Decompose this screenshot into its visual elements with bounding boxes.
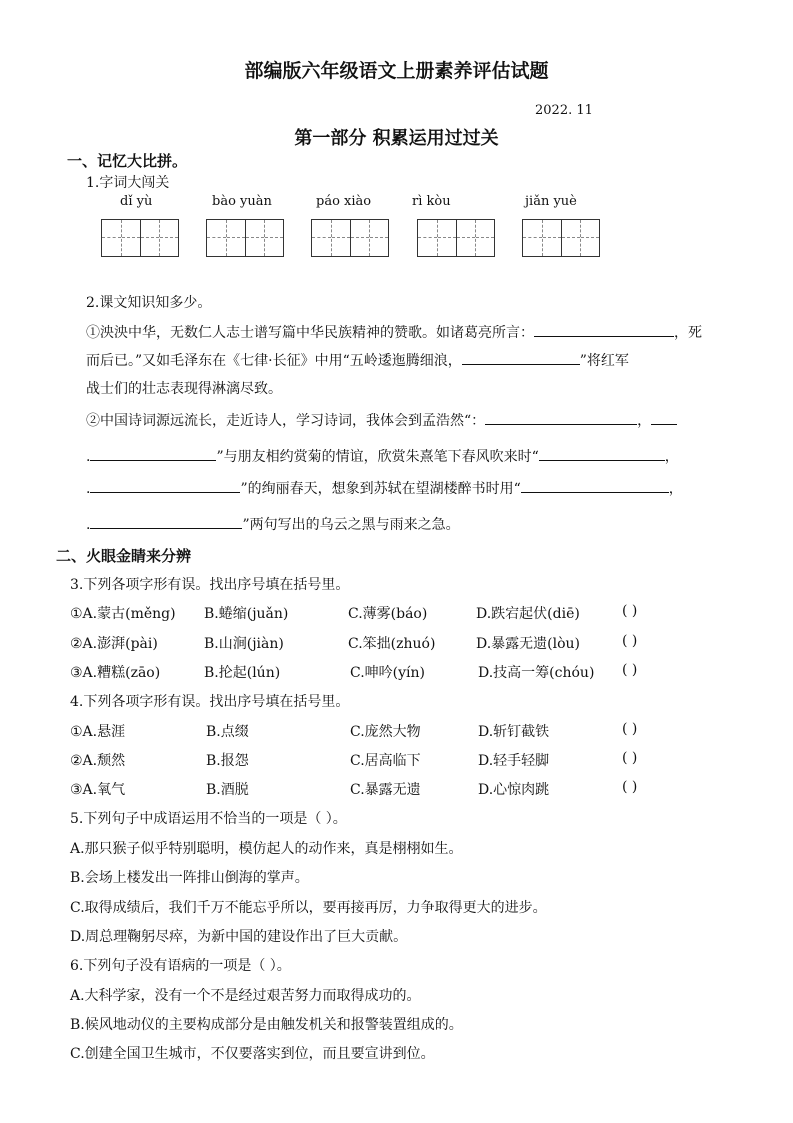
question-6-label: 6.下列句子没有语病的一项是（ ）。 [70, 958, 291, 974]
q4-option: ③A.氧气 [70, 782, 126, 798]
character-grid-2[interactable] [206, 219, 284, 257]
q4-option: C.居高临下 [350, 753, 421, 769]
pinyin-5: jiǎn yuè [525, 194, 577, 209]
answer-blank[interactable] [521, 478, 669, 493]
q4-option: D.轻手轻脚 [478, 753, 550, 769]
q3-option: B.抡起(lún) [204, 665, 281, 681]
q3-option: B.蜷缩(juǎn) [204, 606, 289, 622]
pinyin-3: páo xiào [316, 194, 372, 209]
pinyin-1: dǐ yù [120, 194, 153, 209]
exam-title: 部编版六年级语文上册素养评估试题 [244, 60, 549, 82]
answer-parentheses[interactable]: ( ) [622, 779, 638, 795]
answer-parentheses[interactable]: ( ) [622, 662, 638, 678]
answer-parentheses[interactable]: ( ) [622, 721, 638, 737]
character-grid-3[interactable] [311, 219, 389, 257]
q6-option-c: C.创建全国卫生城市，不仅要落实到位，而且要宣讲到位。 [70, 1046, 435, 1062]
answer-parentheses[interactable]: ( ) [622, 603, 638, 619]
question-5-label: 5.下列句子中成语运用不恰当的一项是（ ）。 [70, 811, 347, 827]
character-grid-1[interactable] [101, 219, 179, 257]
section-one-heading: 一、记忆大比拼。 [67, 152, 188, 170]
q3-option: D.暴露无遗(lòu) [476, 636, 581, 652]
q4-option: B.报怨 [206, 753, 249, 769]
q4-option: B.酒脱 [206, 782, 249, 798]
q4-option: D.心惊肉跳 [478, 782, 550, 798]
question-4-label: 4.下列各项字形有误。找出序号填在括号里。 [70, 694, 350, 710]
q3-option: ①A.蒙古(měng) [70, 606, 176, 622]
answer-blank[interactable] [90, 446, 216, 461]
q2-paragraph-1-line-3: 战士们的壮志表现得淋漓尽致。 [86, 381, 282, 397]
q2-paragraph-2-line-4: . ”两句写出的乌云之黑与雨来之急。 [86, 514, 460, 534]
answer-parentheses[interactable]: ( ) [622, 633, 638, 649]
q5-option-b: B.会场上楼发出一阵排山倒海的掌声。 [70, 870, 309, 886]
q3-option: C.薄雾(báo) [348, 606, 428, 622]
q4-option: ②A.颓然 [70, 753, 126, 769]
question-1-label: 1.字词大闯关 [86, 175, 170, 191]
answer-blank[interactable] [651, 410, 677, 425]
q3-option: ③A.糟糕(zāo) [70, 665, 161, 681]
character-grid-4[interactable] [417, 219, 495, 257]
pinyin-2: bào yuàn [212, 194, 272, 209]
section-two-heading: 二、火眼金睛来分辨 [56, 547, 192, 565]
q6-option-a: A.大科学家，没有一个不是经过艰苦努力而取得成功的。 [70, 988, 421, 1004]
q3-option: B.山涧(jiàn) [204, 636, 284, 652]
answer-blank[interactable] [90, 478, 240, 493]
q5-option-c: C.取得成绩后，我们千万不能忘乎所以，要再接再厉，力争取得更大的进步。 [70, 900, 547, 916]
q3-option: C.笨拙(zhuó) [348, 636, 436, 652]
character-grid-5[interactable] [522, 219, 600, 257]
q2-paragraph-1-line-2: 而后已。”又如毛泽东在《七律·长征》中用“五岭逶迤腾细浪， ”将红军 [86, 350, 629, 370]
pinyin-4: rì kòu [412, 194, 451, 209]
q6-option-b: B.候风地动仪的主要构成部分是由触发机关和报警装置组成的。 [70, 1017, 463, 1033]
question-3-label: 3.下列各项字形有误。找出序号填在括号里。 [70, 577, 350, 593]
q3-option: D.技高一筹(chóu) [478, 665, 595, 681]
answer-blank[interactable] [485, 410, 637, 425]
q4-option: C.庞然大物 [350, 724, 421, 740]
q3-option: ②A.澎湃(pài) [70, 636, 158, 652]
q5-option-a: A.那只猴子似乎特别聪明，模仿起人的动作来，真是栩栩如生。 [70, 841, 463, 857]
q4-option: D.斩钉截铁 [478, 724, 550, 740]
answer-blank[interactable] [90, 514, 242, 529]
answer-parentheses[interactable]: ( ) [622, 750, 638, 766]
answer-blank[interactable] [462, 350, 580, 365]
part-one-heading: 第一部分 积累运用过过关 [294, 128, 499, 149]
q3-option: D.跌宕起伏(diē) [476, 606, 580, 622]
q3-option: C.呻吟(yín) [350, 665, 425, 681]
q2-paragraph-2-line-1: ②中国诗词源远流长，走近诗人，学习诗词，我体会到孟浩然“： ， [86, 410, 677, 430]
q4-option: C.暴露无遗 [350, 782, 421, 798]
q2-paragraph-2-line-2: . ”与朋友相约赏菊的情谊，欣赏朱熹笔下春风吹来时“ ， [86, 446, 679, 466]
q4-option: ①A.悬涯 [70, 724, 126, 740]
q2-paragraph-1-line-1: ①泱泱中华，无数仁人志士谱写篇中华民族精神的赞歌。如诸葛亮所言： ，死 [86, 322, 702, 342]
q5-option-d: D.周总理鞠躬尽瘁，为新中国的建设作出了巨大贡献。 [70, 929, 408, 945]
answer-blank[interactable] [539, 446, 665, 461]
q2-paragraph-2-line-3: . ”的绚丽春天，想象到苏轼在望湖楼醉书时用“ ， [86, 478, 683, 498]
answer-blank[interactable] [534, 322, 674, 337]
exam-date: 2022. 11 [535, 103, 593, 118]
q4-option: B.点缀 [206, 724, 249, 740]
question-2-label: 2.课文知识知多少。 [86, 295, 212, 311]
